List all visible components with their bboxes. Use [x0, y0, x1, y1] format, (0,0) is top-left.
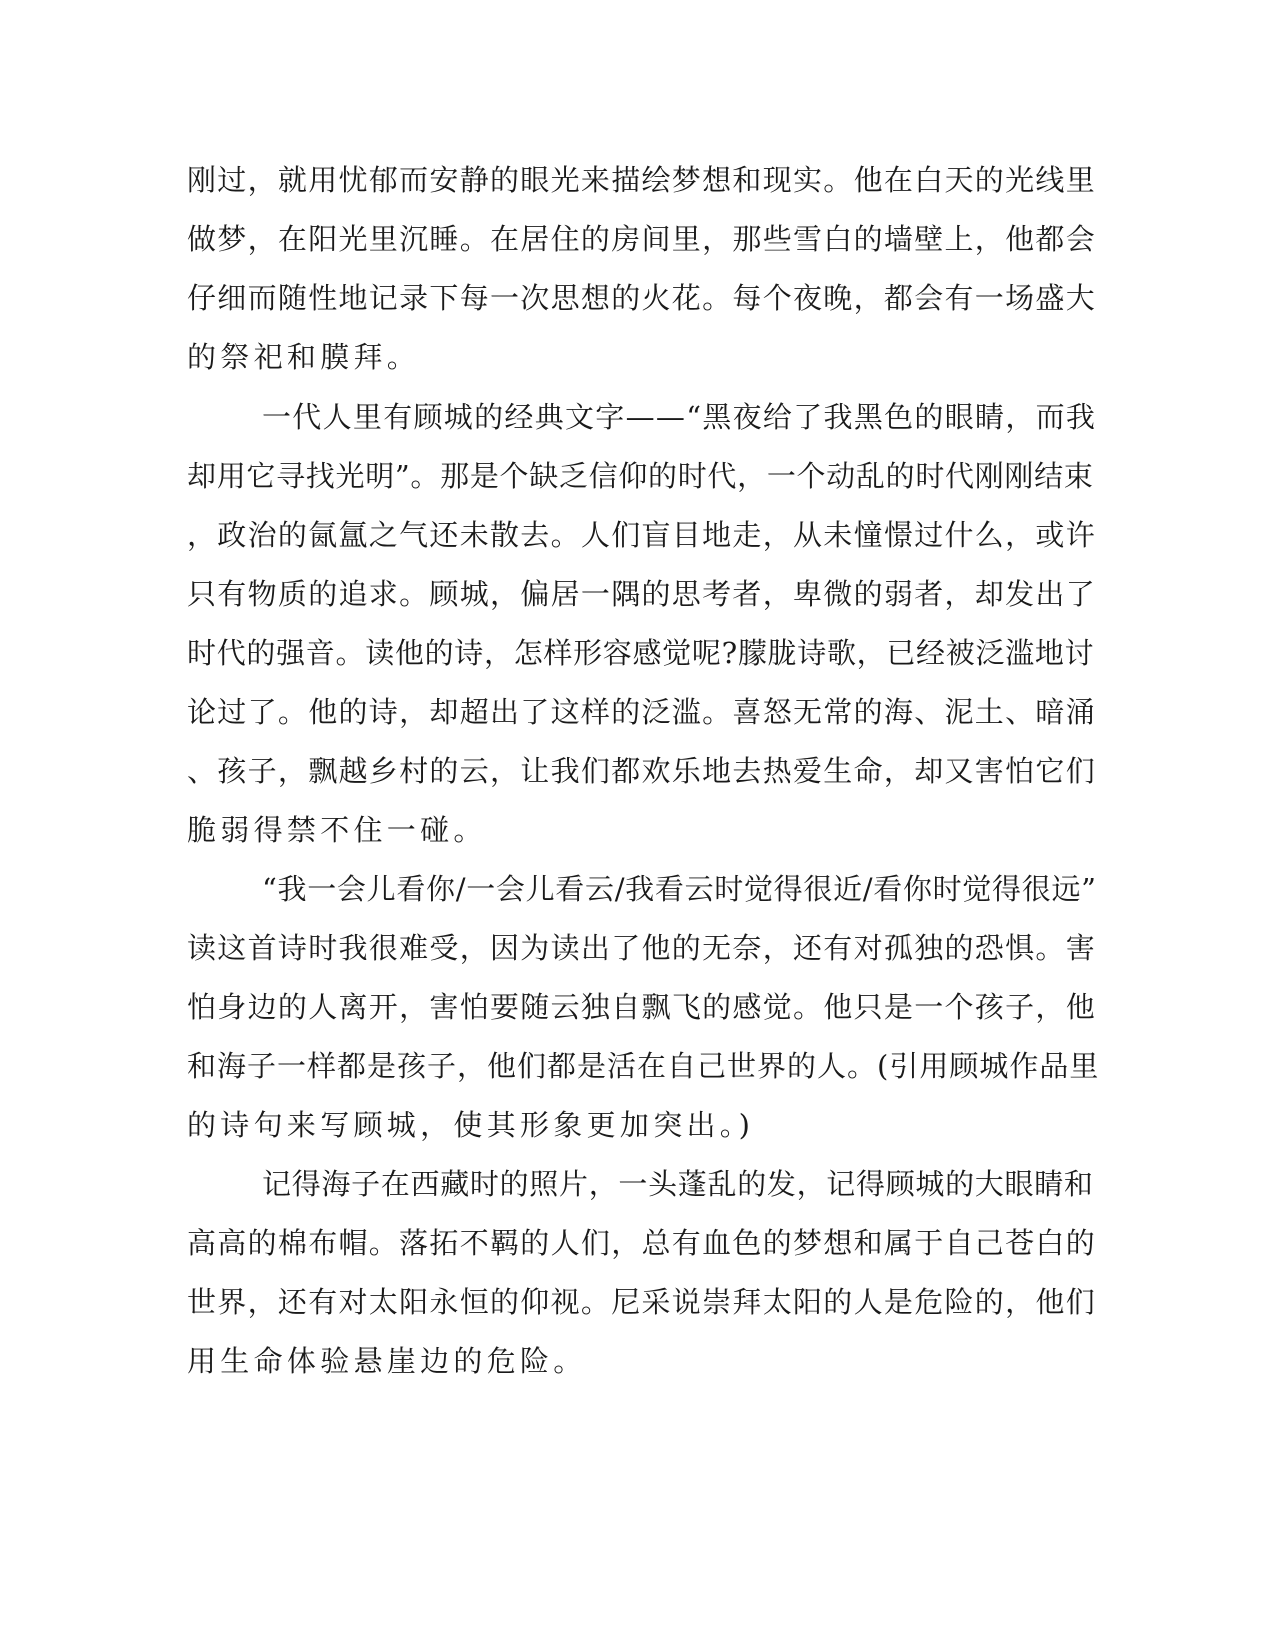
text-line: 脆弱得禁不住一碰。	[187, 813, 487, 847]
text-line: 时代的强音。读他的诗，怎样形容感觉呢?朦胧诗歌，已经被泛滥地讨	[187, 636, 1095, 670]
text-line: 仔细而随性地记录下每一次思想的火花。每个夜晚，都会有一场盛大	[187, 281, 1097, 315]
text-line: 怕身边的人离开，害怕要随云独自飘飞的感觉。他只是一个孩子，他	[187, 990, 1097, 1024]
text-line: 世界，还有对太阳永恒的仰视。尼采说崇拜太阳的人是危险的，他们	[187, 1285, 1097, 1319]
text-line: 的诗句来写顾城，使其形象更加突出。)	[187, 1108, 755, 1142]
text-line: 的祭祀和膜拜。	[187, 340, 421, 374]
paragraph-first-line: 一代人里有顾城的经典文字——“黑夜给了我黑色的眼睛，而我	[262, 400, 1097, 434]
paragraph-first-line: 记得海子在西藏时的照片，一头蓬乱的发，记得顾城的大眼睛和	[262, 1167, 1094, 1201]
paragraph-first-line: “我一会儿看你/一会儿看云/我看云时觉得很近/看你时觉得很远”	[262, 872, 1097, 906]
text-line: 高高的棉布帽。落拓不羁的人们，总有血色的梦想和属于自己苍白的	[187, 1226, 1097, 1260]
text-line: 刚过，就用忧郁而安静的眼光来描绘梦想和现实。他在白天的光线里	[187, 163, 1097, 197]
text-line: 用生命体验悬崖边的危险。	[187, 1344, 587, 1378]
text-line: 和海子一样都是孩子，他们都是活在自己世界的人。(引用顾城作品里	[187, 1049, 1100, 1083]
text-line: 却用它寻找光明”。那是个缺乏信仰的时代，一个动乱的时代刚刚结束	[187, 459, 1094, 493]
text-line: 论过了。他的诗，却超出了这样的泛滥。喜怒无常的海、泥土、暗涌	[187, 695, 1097, 729]
text-line: 、孩子，飘越乡村的云，让我们都欢乐地去热爱生命，却又害怕它们	[187, 754, 1097, 788]
text-line: 做梦，在阳光里沉睡。在居住的房间里，那些雪白的墙壁上，他都会	[187, 222, 1097, 256]
text-line: ，政治的氤氲之气还未散去。人们盲目地走，从未憧憬过什么，或许	[187, 518, 1097, 552]
text-line: 只有物质的追求。顾城，偏居一隅的思考者，卑微的弱者，却发出了	[187, 577, 1097, 611]
text-line: 读这首诗时我很难受，因为读出了他的无奈，还有对孤独的恐惧。害	[187, 931, 1097, 965]
